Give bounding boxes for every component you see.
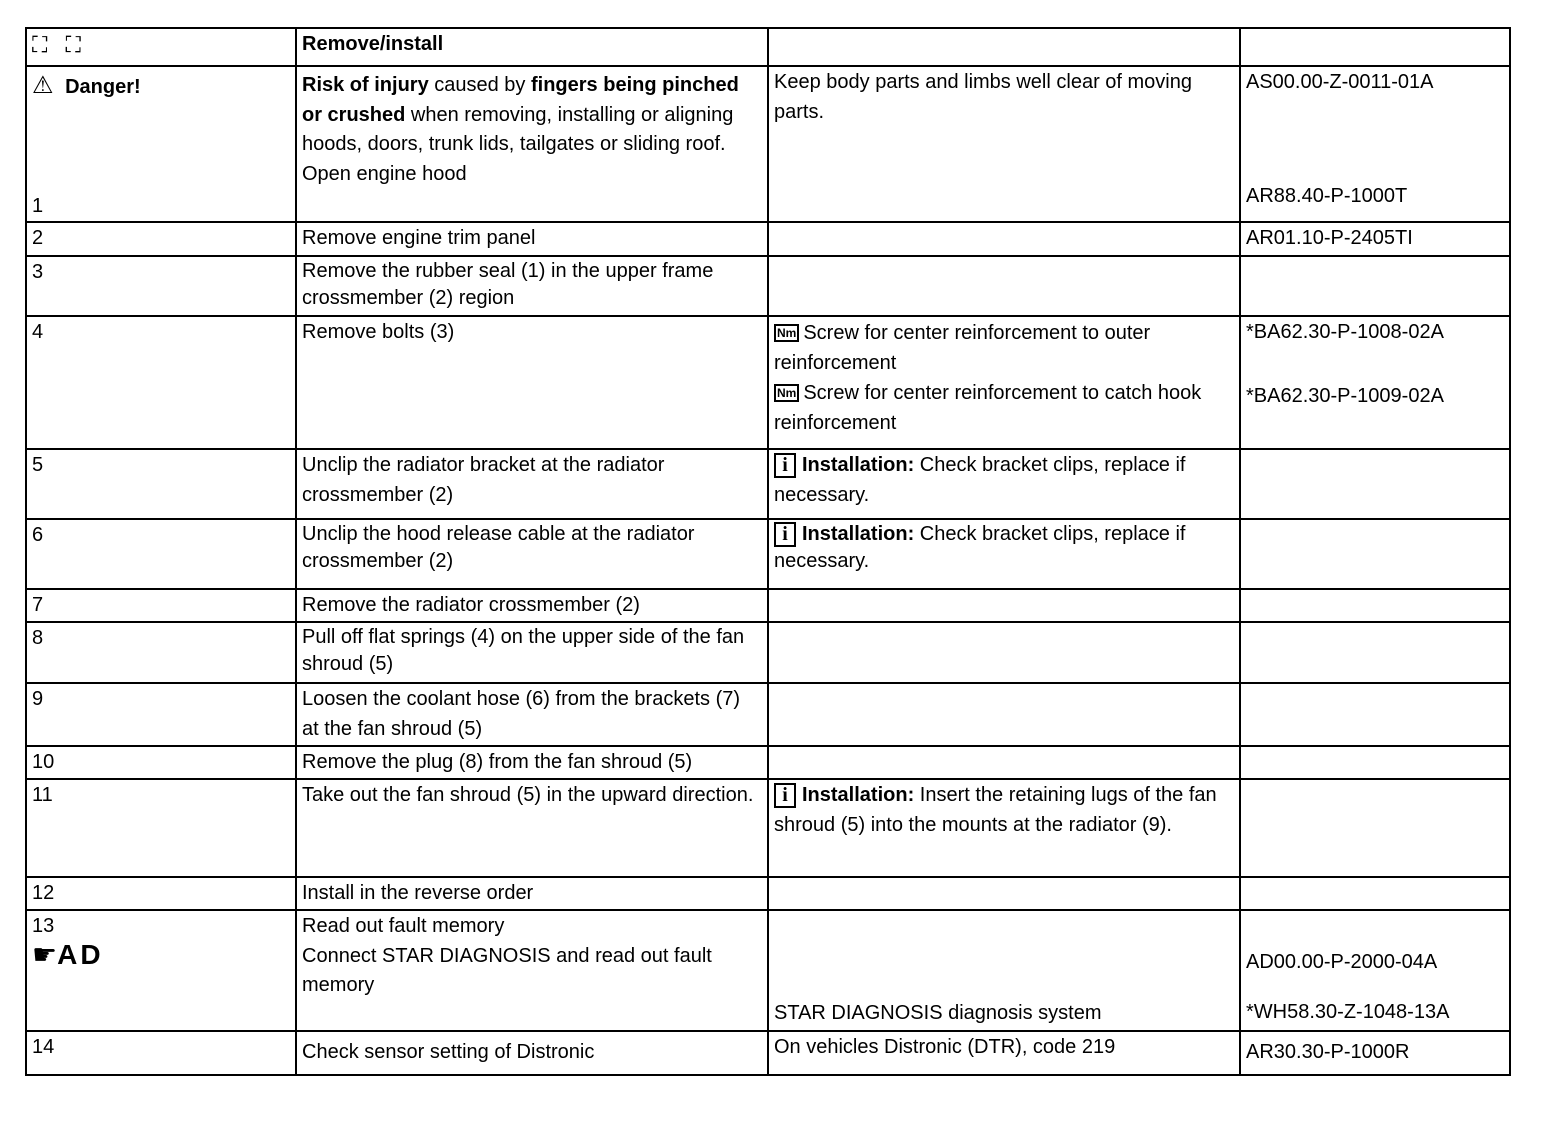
danger-text bbox=[302, 71, 762, 160]
warning-icon: ⚠ bbox=[32, 72, 54, 99]
step-note bbox=[768, 449, 1240, 519]
step-number: 14 bbox=[26, 1031, 296, 1075]
step-number: 11 bbox=[26, 779, 296, 877]
step-number: 4 bbox=[26, 316, 296, 449]
danger-measure: Keep body parts and limbs well clear of moving parts. bbox=[768, 66, 1240, 222]
danger-row bbox=[26, 66, 1510, 222]
header-row bbox=[26, 28, 1510, 66]
step-ref bbox=[1240, 256, 1510, 316]
step-row bbox=[26, 1031, 1510, 1075]
step-number: 1 bbox=[32, 194, 44, 217]
step-row bbox=[26, 256, 1510, 316]
step-note bbox=[768, 622, 1240, 683]
info-icon: i bbox=[774, 783, 796, 808]
torque-note-text: Screw for center reinforcement to catch hook reinforcement bbox=[774, 382, 1202, 434]
risk-bold: Risk of injury bbox=[302, 74, 429, 96]
step-text: Remove the radiator crossmember (2) bbox=[296, 589, 768, 622]
ad-label: AD bbox=[57, 938, 104, 970]
risk-mid: caused by bbox=[428, 74, 531, 96]
step-text: Remove the rubber seal (1) in the upper frame crossmember (2) region bbox=[296, 256, 768, 316]
step-text: Unclip the hood release cable at the radiator crossmember (2) bbox=[296, 519, 768, 589]
step-text: Open engine hood bbox=[302, 162, 467, 185]
step-ref bbox=[1240, 683, 1510, 746]
step-row bbox=[26, 910, 1510, 1031]
step-ref bbox=[1240, 449, 1510, 519]
step-row bbox=[26, 779, 1510, 877]
step-number: 13 bbox=[32, 915, 55, 937]
risk-bold-2: fingers being pinched or crushed bbox=[302, 74, 739, 126]
step-row bbox=[26, 877, 1510, 910]
step-number: 10 bbox=[26, 746, 296, 779]
step-ref-cell bbox=[1240, 910, 1510, 1031]
header-empty-4 bbox=[1240, 28, 1510, 66]
danger-text-cell bbox=[296, 66, 768, 222]
procedure-table bbox=[25, 27, 1511, 1076]
step-text: Remove the plug (8) from the fan shroud (5) bbox=[296, 746, 768, 779]
step-text: Read out fault memory bbox=[302, 915, 505, 937]
step-number: 9 bbox=[26, 683, 296, 746]
step-number: 3 bbox=[26, 256, 296, 316]
step-row bbox=[26, 683, 1510, 746]
step-note bbox=[768, 746, 1240, 779]
risk-rest: when removing, installing or aligning hoods, doors, trunk lids, tailgates or sliding roof. bbox=[302, 103, 734, 155]
step-text: Take out the fan shroud (5) in the upward direction. bbox=[296, 779, 768, 877]
step-row bbox=[26, 222, 1510, 256]
step-note bbox=[768, 256, 1240, 316]
step-ref[interactable]: *BA62.30-P-1009-02A bbox=[1246, 384, 1444, 407]
step-number: 8 bbox=[26, 622, 296, 683]
pointing-hand-icon: ☛ bbox=[32, 938, 58, 970]
step-ref bbox=[1240, 622, 1510, 683]
step-note bbox=[768, 519, 1240, 589]
danger-cell bbox=[26, 66, 296, 222]
step-ref[interactable]: *WH58.30-Z-1048-13A bbox=[1246, 1000, 1450, 1023]
step-row bbox=[26, 746, 1510, 779]
step-text: Loosen the coolant hose (6) from the brackets (7) at the fan shroud (5) bbox=[296, 683, 768, 746]
procedure-sheet bbox=[25, 27, 1509, 1076]
step-ref bbox=[1240, 589, 1510, 622]
step-note: STAR DIAGNOSIS diagnosis system bbox=[774, 1002, 1102, 1024]
step-text: Remove bolts (3) bbox=[296, 316, 768, 449]
step-text: Pull off flat springs (4) on the upper side of the fan shroud (5) bbox=[296, 622, 768, 683]
step-text: Connect STAR DIAGNOSIS and read out fault memory bbox=[302, 944, 712, 996]
step-ref[interactable]: AR01.10-P-2405TI bbox=[1240, 222, 1510, 256]
step-row bbox=[26, 316, 1510, 449]
note-label: Installation: bbox=[802, 784, 915, 806]
danger-ref[interactable]: AS00.00-Z-0011-01A bbox=[1246, 71, 1434, 93]
note-label: Installation: bbox=[802, 523, 915, 545]
step-note: On vehicles Distronic (DTR), code 219 bbox=[768, 1031, 1240, 1075]
diagnosis-hint bbox=[32, 940, 290, 974]
note-label: Installation: bbox=[802, 454, 915, 476]
step-number: 5 bbox=[26, 449, 296, 519]
danger-label: Danger! bbox=[65, 76, 141, 98]
step-note bbox=[768, 683, 1240, 746]
step-ref bbox=[1240, 746, 1510, 779]
step-ref bbox=[1240, 877, 1510, 910]
step-ref[interactable]: AR88.40-P-1000T bbox=[1246, 184, 1408, 207]
step-row bbox=[26, 589, 1510, 622]
step-number: 7 bbox=[26, 589, 296, 622]
note-text: Check bracket clips, replace if necessary. bbox=[774, 454, 1186, 506]
torque-nm-icon: Nm bbox=[774, 384, 799, 402]
step-note bbox=[768, 877, 1240, 910]
step-note-cell bbox=[768, 910, 1240, 1031]
header-title: Remove/install bbox=[296, 28, 768, 66]
step-ref[interactable]: AR30.30-P-1000R bbox=[1240, 1031, 1510, 1075]
step-text: Remove engine trim panel bbox=[296, 222, 768, 256]
step-ref bbox=[1240, 519, 1510, 589]
step-note bbox=[768, 222, 1240, 256]
step-note bbox=[768, 589, 1240, 622]
step-row bbox=[26, 622, 1510, 683]
info-icon: i bbox=[774, 453, 796, 478]
info-icon: i bbox=[774, 522, 796, 547]
torque-note-text: Screw for center reinforcement to outer reinforcement bbox=[774, 322, 1151, 374]
torque-note-1 bbox=[774, 318, 1234, 378]
torque-note-2 bbox=[774, 378, 1234, 438]
step-text-cell bbox=[296, 910, 768, 1031]
step-ref bbox=[1240, 779, 1510, 877]
step-note bbox=[768, 779, 1240, 877]
step-note-cell bbox=[768, 316, 1240, 449]
expand-collapse-icons[interactable]: ⛶ ⛶ bbox=[32, 32, 87, 57]
step-ref[interactable]: AD00.00-P-2000-04A bbox=[1246, 951, 1438, 973]
step-number: 6 bbox=[26, 519, 296, 589]
header-icons-cell bbox=[26, 28, 296, 66]
step-text: Unclip the radiator bracket at the radiator crossmember (2) bbox=[296, 449, 768, 519]
step-number: 2 bbox=[26, 222, 296, 256]
step-ref-cell bbox=[1240, 316, 1510, 449]
torque-nm-icon: Nm bbox=[774, 324, 799, 342]
step-row bbox=[26, 519, 1510, 589]
danger-ref-cell bbox=[1240, 66, 1510, 222]
step-ref[interactable]: *BA62.30-P-1008-02A bbox=[1246, 321, 1444, 343]
note-text: Check bracket clips, replace if necessary. bbox=[774, 523, 1186, 572]
step-text: Check sensor setting of Distronic bbox=[296, 1031, 768, 1075]
note-text: Insert the retaining lugs of the fan shroud (5) into the mounts at the radiator (9). bbox=[774, 784, 1217, 836]
step-row bbox=[26, 449, 1510, 519]
header-empty-3 bbox=[768, 28, 1240, 66]
step-text: Install in the reverse order bbox=[296, 877, 768, 910]
step-number: 12 bbox=[26, 877, 296, 910]
step-number-cell bbox=[26, 910, 296, 1031]
